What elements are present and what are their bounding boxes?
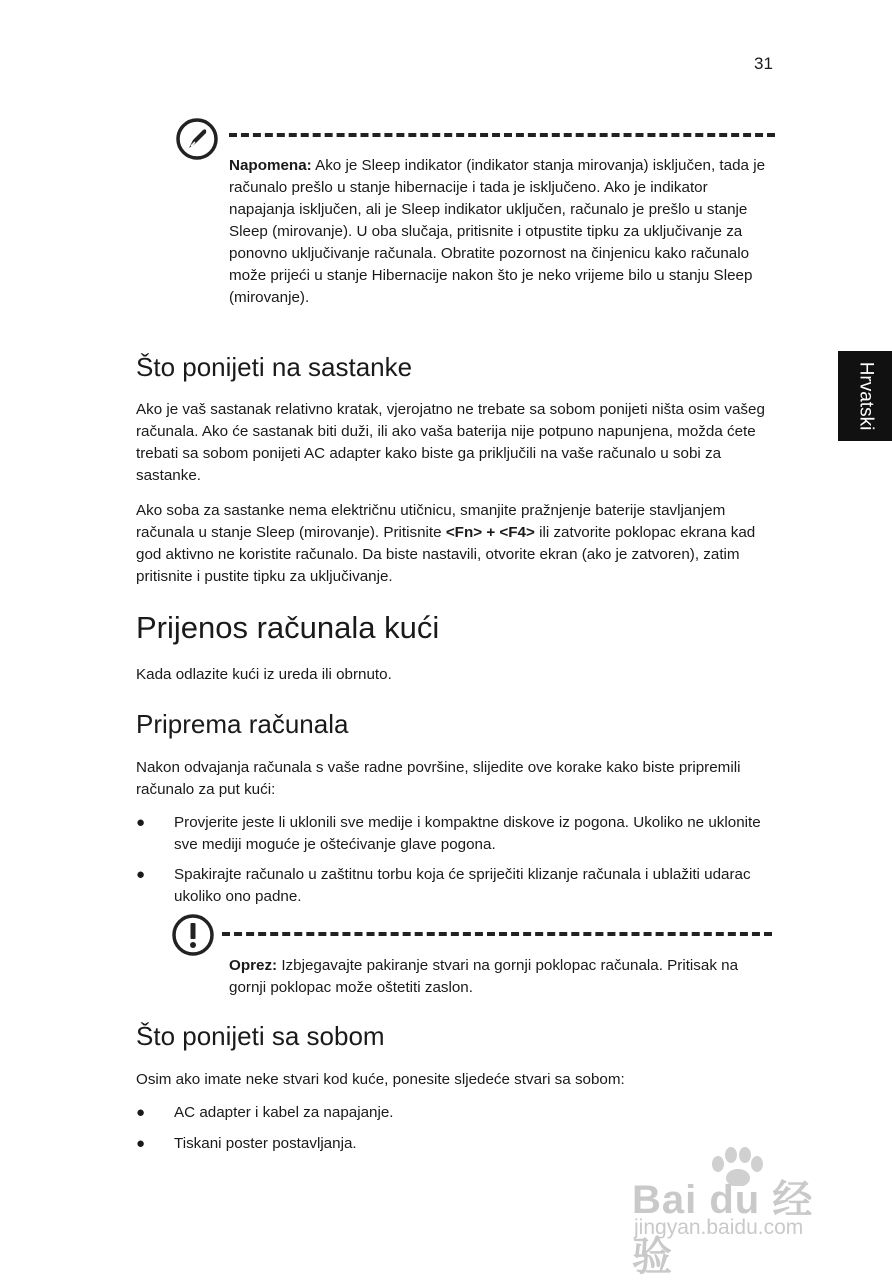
note-text: Ako je Sleep indikator (indikator stanja mirovanja) isključen, tada je računalo prešlo u stanje hibernacije i tada je isključeno. Ako je indikator napajanja isključen, ali je Sleep indikator uključen, računalo je prešlo u stanje Sleep (mirovanje). U oba slučaja, pritisnite i otpustite tipku za uključivanje za ponovno uključivanje računala. Obratite pozornost na činjenicu kako računalo može prijeći u stanje Hibernacije nakon što je neko vrijeme bilo u stanju Sleep (mirovanje). <box>229 157 766 306</box>
caution-text: Izbjegavajte pakiranje stvari na gornji poklopac računala. Pritisak na gornji poklopac može oštetiti zaslon. <box>229 957 739 996</box>
heading-bring: Što ponijeti sa sobom <box>136 1021 385 1051</box>
meeting-paragraph-2 <box>136 500 776 588</box>
list-item-text: Provjerite jeste li uklonili sve medije i kompaktne diskove iz pogona. Ukoliko ne uklonite sve mediji moguće je oštećivanje glave pogona. <box>174 814 761 853</box>
bullet-dot: ● <box>136 1104 146 1121</box>
list-item <box>136 812 776 856</box>
heading-prepare: Priprema računala <box>136 709 349 739</box>
heading-home: Prijenos računala kući <box>136 610 440 645</box>
note-pen-icon <box>175 117 219 161</box>
watermark-url: jingyan.baidu.com <box>634 1216 804 1239</box>
prepare-intro: Nakon odvajanja računala s vaše radne površine, slijedite ove korake kako biste pripremili računalo za put kući: <box>136 759 741 798</box>
note-callout <box>229 155 774 309</box>
heading-meeting: Što ponijeti na sastanke <box>136 352 413 382</box>
note-divider <box>229 133 775 137</box>
meeting-p2-after: ili zatvorite poklopac ekrana kad god aktivno ne koristite računalo. Da biste nastavili, otvorite ekran (ako je zatvoren), zatim pritisnite i pustite tipku za uključivanje. <box>136 524 756 585</box>
home-intro: Kada odlazite kući iz ureda ili obrnuto. <box>136 666 392 683</box>
bullet-dot: ● <box>136 866 146 883</box>
note-label: Napomena: <box>229 157 312 174</box>
list-item <box>136 864 776 908</box>
list-item-text: Tiskani poster postavljanja. <box>174 1135 357 1152</box>
bring-intro: Osim ako imate neke stvari kod kuće, ponesite sljedeće stvari sa sobom: <box>136 1071 625 1088</box>
bullet-dot: ● <box>136 814 146 831</box>
bullet-dot: ● <box>136 1135 146 1152</box>
meeting-p2-keys: <Fn> + <F4> <box>445 524 535 541</box>
list-item-text: AC adapter i kabel za napajanje. <box>174 1104 394 1121</box>
list-item-text: Spakirajte računalo u zaštitnu torbu koja će spriječiti klizanje računala i ublažiti udarac ukoliko ono padne. <box>174 866 751 905</box>
meeting-paragraph-1: Ako je vaš sastanak relativno kratak, vjerojatno ne trebate sa sobom ponijeti ništa osim vašeg računala. Ako će sastanak biti duži, ili ako vaša baterija nije potpuno napunjena, možda ćete trebati sa sobom ponijeti AC adapter kako biste ga priključili na vaše računalo u sobi za sastanke. <box>136 401 765 484</box>
side-tab-label: Hrvatski <box>855 361 876 431</box>
caution-callout <box>229 955 774 999</box>
watermark-brand: Bai du 经验 <box>632 1178 814 1279</box>
caution-label: Oprez: <box>229 957 278 974</box>
list-item <box>136 1102 776 1124</box>
caution-divider <box>222 932 772 936</box>
page-number: 31 <box>754 54 773 73</box>
watermark <box>632 1150 842 1279</box>
meeting-p2-before: Ako soba za sastanke nema električnu utičnicu, smanjite pražnjenje baterije stavljanjem računala u stanje Sleep (mirovanje). Pritisnite <box>136 502 726 541</box>
caution-icon <box>171 913 215 957</box>
language-side-tab <box>838 351 892 441</box>
